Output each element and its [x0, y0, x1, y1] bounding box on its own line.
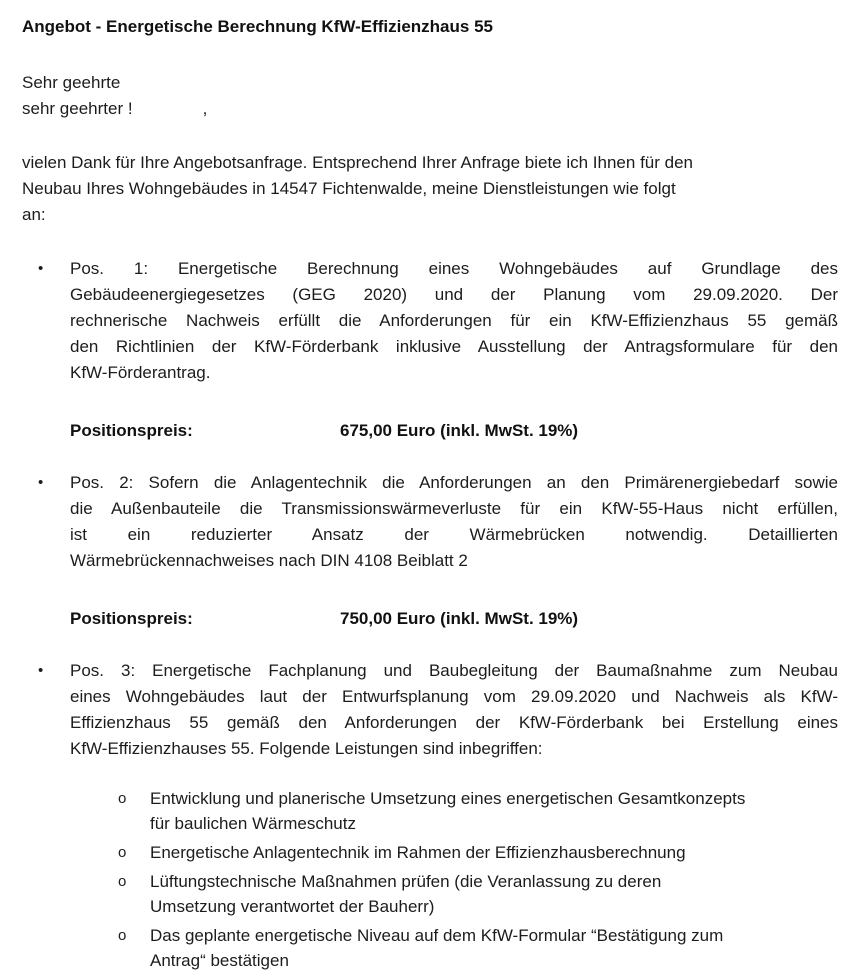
- sub-bullet-4-line-2: Antrag“ bestätigen: [150, 951, 289, 970]
- position-2-line-1: Pos. 2: Sofern die Anlagentechnik die Anforderungen an den Primärenergiebedarf sowie: [70, 473, 838, 492]
- sub-bullet-item-4: [118, 923, 838, 973]
- price-value: 675,00 Euro (inkl. MwSt. 19%): [340, 421, 579, 440]
- position-3-text: [70, 658, 838, 762]
- price-label: Positionspreis:: [70, 609, 193, 628]
- position-3-line-1: Pos. 3: Energetische Fachplanung und Baubegleitung der Baumaßnahme zum Neubau: [70, 661, 838, 680]
- salutation: [22, 70, 838, 122]
- position-2-line-3: ist ein reduzierter Ansatz der Wärmebrücken notwendig. Detaillierten: [70, 525, 838, 544]
- position-1-price-row: [22, 418, 838, 444]
- salutation-line-2-text: sehr geehrter !: [22, 99, 133, 118]
- sub-bullet-4-text: [150, 923, 838, 973]
- position-2-line-2: die Außenbauteile die Transmissionswärmeverluste für ein KfW-55-Haus nicht erfüllen,: [70, 499, 838, 518]
- position-3-line-4: KfW-Effizienzhauses 55. Folgende Leistungen sind inbegriffen:: [70, 739, 543, 758]
- position-2-text: [70, 470, 838, 574]
- sub-bullet-2-text: [150, 840, 838, 865]
- position-3-item: [22, 658, 838, 762]
- sub-bullet-3-line-2: Umsetzung verantwortet der Bauherr): [150, 897, 435, 916]
- position-1-item: [22, 256, 838, 386]
- sub-bullet-item-2: [118, 840, 838, 865]
- sub-bullet-1-line-1: Entwicklung und planerische Umsetzung eines energetischen Gesamtkonzepts: [150, 789, 746, 808]
- position-2-line-4: Wärmebrückennachweises nach DIN 4108 Beiblatt 2: [70, 551, 468, 570]
- sub-bullet-item-1: [118, 786, 838, 836]
- sub-bullet-2-line-1: Energetische Anlagentechnik im Rahmen der Effizienzhausberechnung: [150, 843, 686, 862]
- position-1-line-3: rechnerische Nachweis erfüllt die Anforderungen für ein KfW-Effizienzhaus 55 gemäß: [70, 311, 838, 330]
- bullet-icon: •: [38, 662, 44, 679]
- circle-bullet-icon: o: [118, 873, 127, 890]
- intro-line-2: Neubau Ihres Wohngebäudes in 14547 Fichtenwalde, meine Dienstleistungen wie folgt: [22, 179, 676, 198]
- bullet-icon: •: [38, 474, 44, 491]
- intro-line-1: vielen Dank für Ihre Angebotsanfrage. Entsprechend Ihrer Anfrage biete ich Ihnen für den: [22, 153, 693, 172]
- position-1-line-2: Gebäudeenergiegesetzes (GEG 2020) und der Planung vom 29.09.2020. Der: [70, 285, 838, 304]
- price-label: Positionspreis:: [70, 421, 193, 440]
- salutation-line-1: Sehr geehrte: [22, 73, 121, 92]
- position-1-line-4: den Richtlinien der KfW-Förderbank inklusive Ausstellung der Antragsformulare für den: [70, 337, 838, 356]
- sub-bullet-item-3: [118, 869, 838, 919]
- salutation-comma: ,: [202, 99, 208, 118]
- position-1-line-5: KfW-Förderantrag.: [70, 363, 211, 382]
- position-2-price-row: [22, 606, 838, 632]
- intro-line-3: an:: [22, 205, 46, 224]
- position-3-line-3: Effizienzhaus 55 gemäß den Anforderungen der KfW-Förderbank bei Erstellung eines: [70, 713, 838, 732]
- sub-bullet-3-text: [150, 869, 838, 919]
- circle-bullet-icon: o: [118, 844, 127, 861]
- included-services-list: [22, 786, 838, 973]
- salutation-line-2: [22, 96, 838, 122]
- position-1-line-1: Pos. 1: Energetische Berechnung eines Wohngebäudes auf Grundlage des: [70, 259, 838, 278]
- sub-bullet-1-line-2: für baulichen Wärmeschutz: [150, 814, 356, 833]
- intro-paragraph: [22, 150, 838, 228]
- bullet-icon: •: [38, 260, 44, 277]
- price-value: 750,00 Euro (inkl. MwSt. 19%): [340, 609, 579, 628]
- document-title: Angebot - Energetische Berechnung KfW-Effizienzhaus 55: [22, 17, 493, 36]
- position-3-line-2: eines Wohngebäudes laut der Entwurfsplanung vom 29.09.2020 und Nachweis als KfW-: [70, 687, 838, 706]
- circle-bullet-icon: o: [118, 927, 127, 944]
- position-1-text: [70, 256, 838, 386]
- circle-bullet-icon: o: [118, 790, 127, 807]
- sub-bullet-1-text: [150, 786, 838, 836]
- position-2-item: [22, 470, 838, 574]
- sub-bullet-4-line-1: Das geplante energetische Niveau auf dem KfW-Formular “Bestätigung zum: [150, 926, 724, 945]
- sub-bullet-3-line-1: Lüftungstechnische Maßnahmen prüfen (die Veranlassung zu deren: [150, 872, 662, 891]
